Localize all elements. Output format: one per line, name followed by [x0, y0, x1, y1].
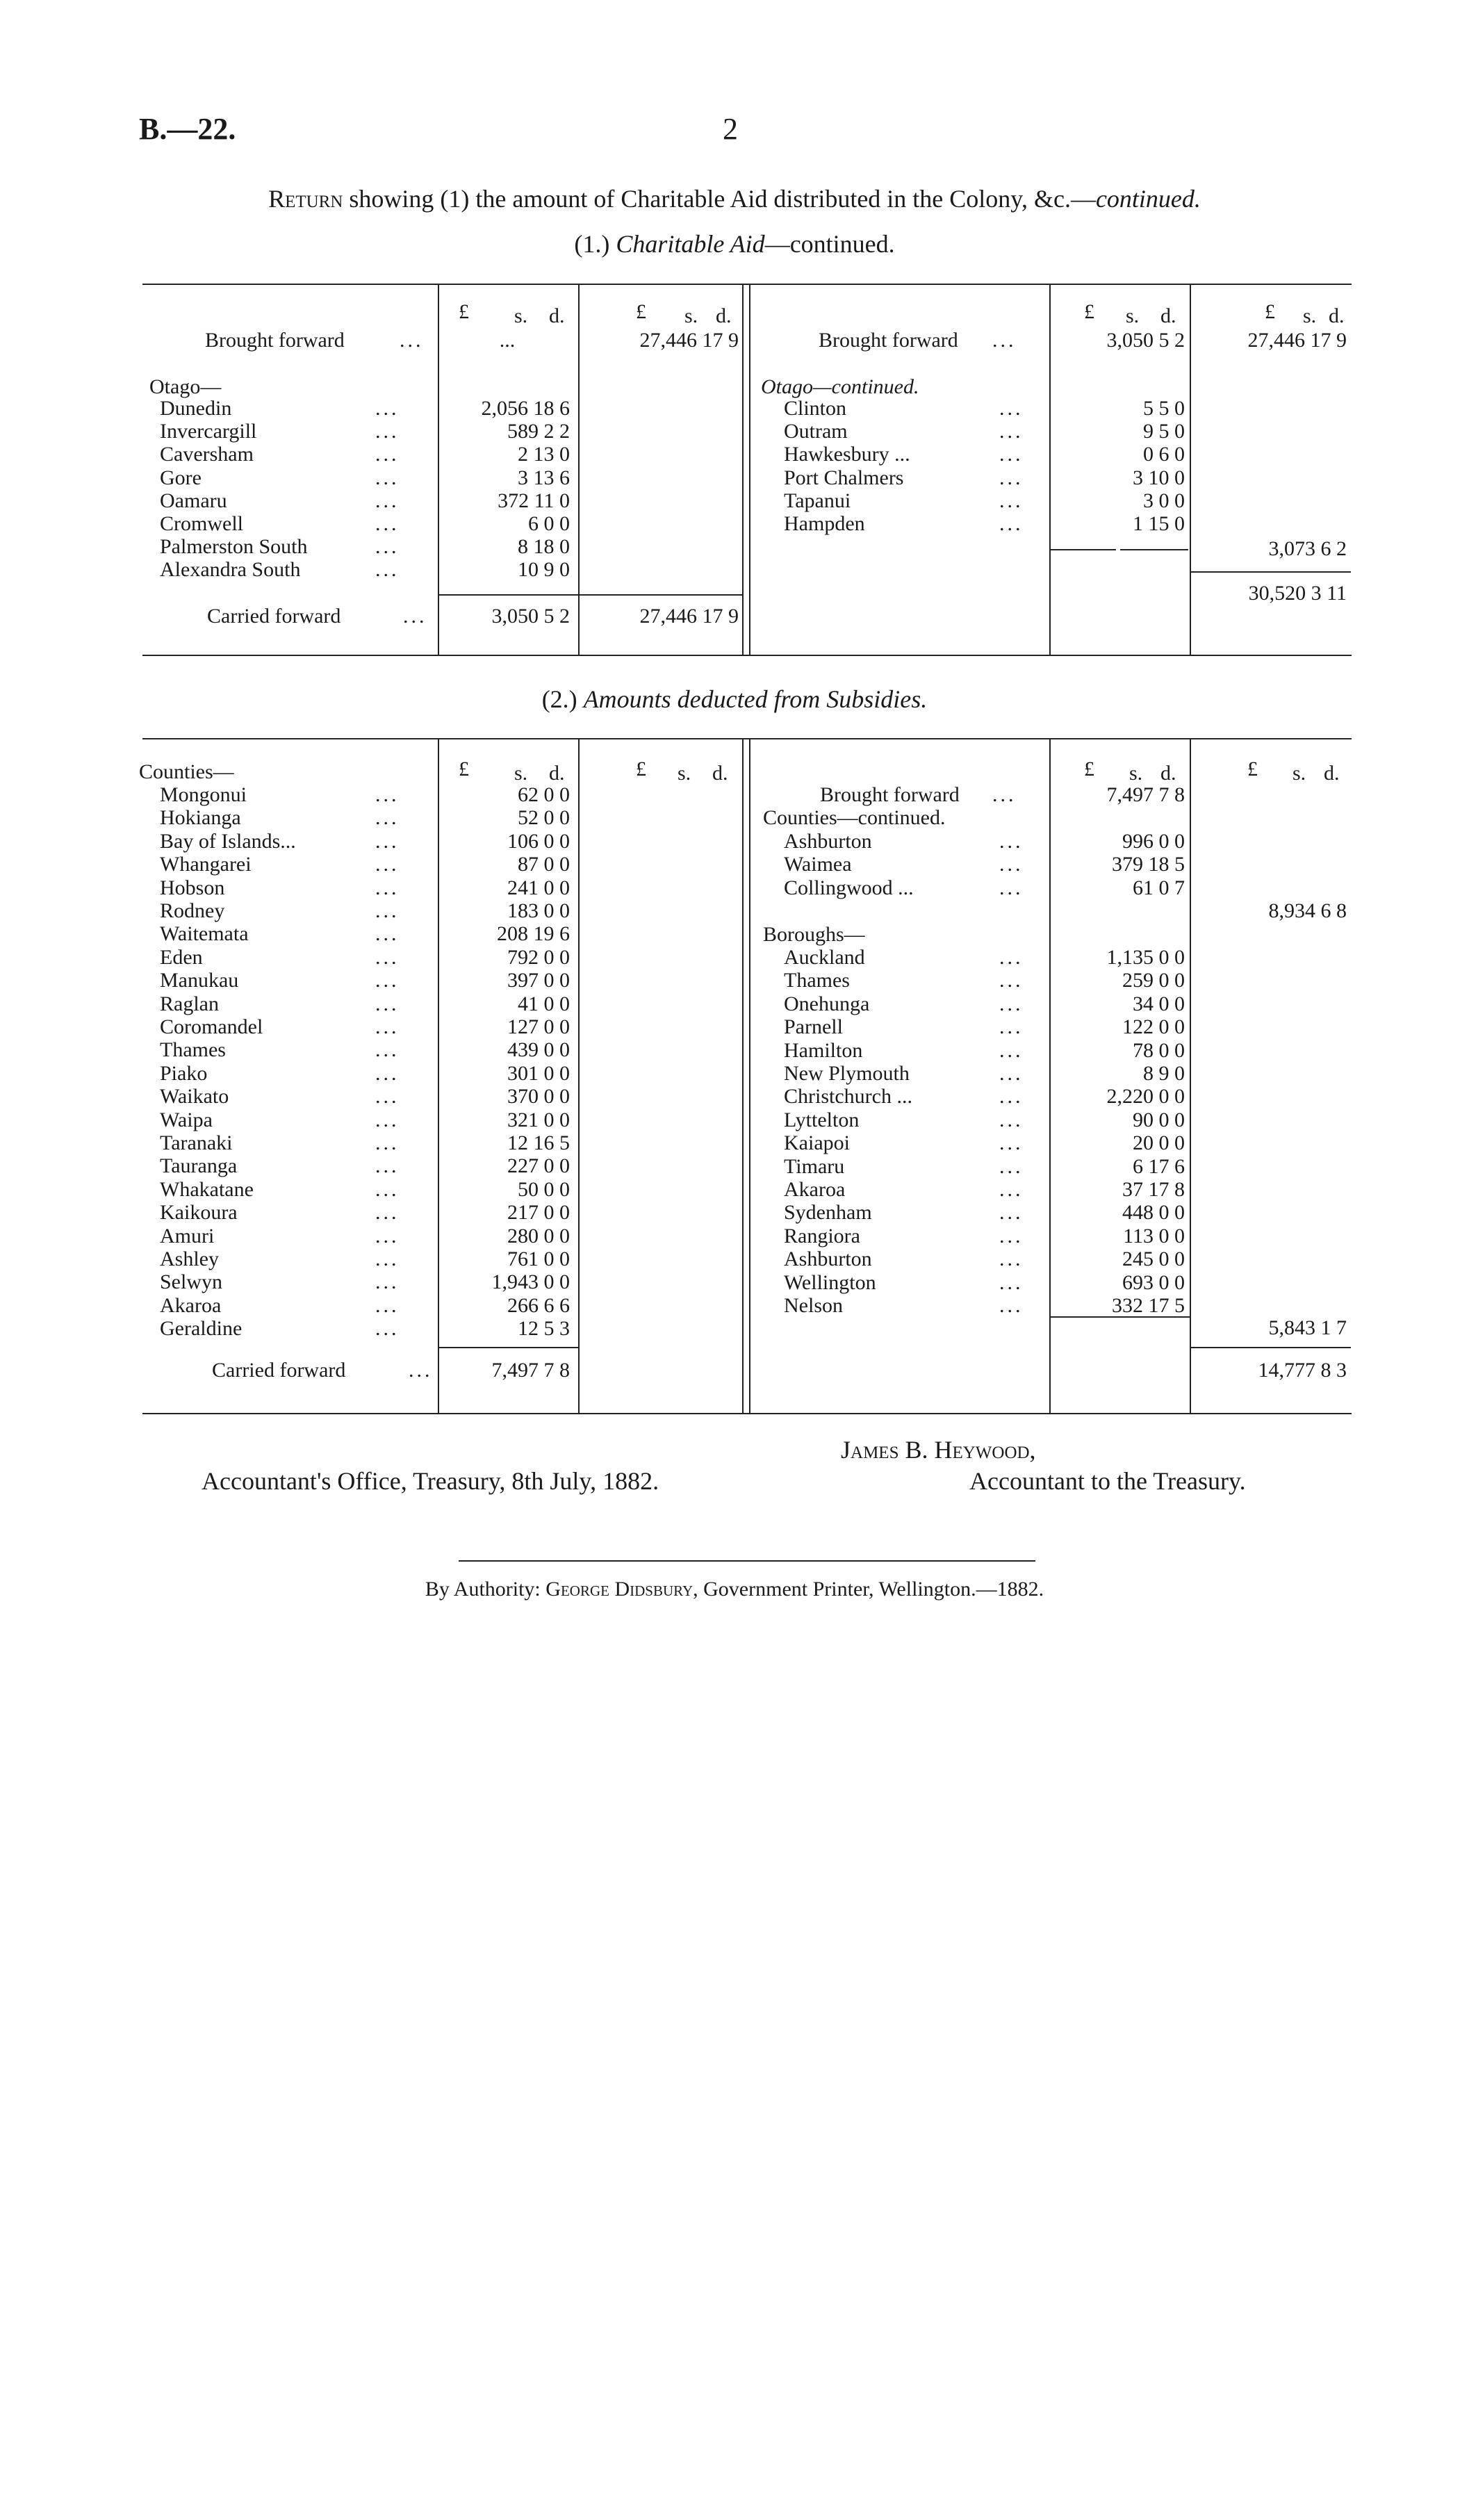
row-label: Eden — [160, 945, 203, 969]
section2-heading — [0, 685, 1469, 714]
section1-heading-italic: Charitable Aid — [616, 230, 765, 258]
row-amount: 41 0 0 — [518, 992, 570, 1015]
title-continued: continued. — [1095, 185, 1201, 213]
row-label: Akaroa — [160, 1293, 222, 1317]
group-label: Otago— — [149, 375, 222, 398]
row-label: Whakatane — [160, 1177, 254, 1201]
brought-forward-row: Brought forward ... — [205, 329, 424, 352]
row-amount: 50 0 0 — [518, 1177, 570, 1201]
document-code: B.—22. — [139, 112, 236, 146]
row-label: Gore — [160, 466, 202, 489]
row-amount: 266 6 6 — [507, 1293, 570, 1317]
col-header-shilling: s. — [678, 762, 691, 785]
row-amount: 1,135 0 0 — [1106, 946, 1185, 969]
row-label: Waimea — [784, 853, 852, 876]
row-amount: 1 15 0 — [1133, 512, 1185, 535]
row-amount: 78 0 0 — [1133, 1038, 1185, 1062]
carried-forward-row: Carried forward ... — [207, 605, 427, 628]
row-label: Waipa — [160, 1108, 213, 1131]
row-label: New Plymouth — [784, 1062, 910, 1085]
row-amount: 227 0 0 — [507, 1154, 570, 1178]
row-amount: 52 0 0 — [518, 806, 570, 830]
carried-forward-total: 27,446 17 9 — [639, 605, 739, 628]
row-label: Bay of Islands... — [160, 829, 296, 853]
row-label: Kaikoura — [160, 1201, 238, 1225]
row-amount: 397 0 0 — [507, 969, 570, 992]
brought-forward-col1: 3,050 5 2 — [1106, 329, 1185, 352]
row-amount: 3 0 0 — [1143, 489, 1185, 512]
row-amount: 8 9 0 — [1143, 1062, 1185, 1085]
row-label: Coromandel — [160, 1015, 263, 1038]
signatory-role: Accountant to the Treasury. — [969, 1467, 1246, 1495]
row-amount: 321 0 0 — [507, 1108, 570, 1131]
page-title — [0, 184, 1469, 213]
group-label: Counties—continued. — [763, 806, 946, 829]
row-amount: 20 0 0 — [1133, 1131, 1185, 1155]
row-amount: 8 18 0 — [518, 535, 570, 559]
row-amount: 61 0 7 — [1133, 876, 1185, 899]
col-header-pence: d. — [549, 304, 565, 327]
row-amount: 761 0 0 — [507, 1247, 570, 1270]
row-amount: 5 5 0 — [1143, 397, 1185, 420]
row-label: Clinton — [784, 397, 847, 420]
row-label: Raglan — [160, 992, 219, 1015]
col-header-pence: d. — [549, 762, 565, 785]
row-label: Christchurch ... — [784, 1085, 912, 1108]
col-header-pence: d. — [712, 762, 728, 785]
row-label: Dunedin — [160, 397, 232, 420]
row-amount: 2 13 0 — [518, 443, 570, 466]
col-header-shilling: s. — [1292, 762, 1306, 785]
row-amount: 280 0 0 — [507, 1224, 570, 1247]
row-label: Hamilton — [784, 1038, 863, 1062]
row-label: Ashley — [160, 1247, 219, 1270]
row-label: Hobson — [160, 876, 225, 899]
row-amount: 122 0 0 — [1122, 1015, 1185, 1039]
section2-number: (2.) — [541, 685, 584, 713]
row-amount: 439 0 0 — [507, 1038, 570, 1062]
row-amount: 217 0 0 — [507, 1201, 570, 1225]
page-number: 2 — [723, 112, 738, 146]
row-label: Thames — [160, 1038, 226, 1062]
row-amount: 90 0 0 — [1133, 1108, 1185, 1131]
row-amount: 996 0 0 — [1122, 830, 1185, 853]
row-amount: 3 13 6 — [518, 466, 570, 489]
signatory-name: James B. Heywood, — [841, 1436, 1036, 1464]
row-label: Kaiapoi — [784, 1131, 850, 1155]
col-header-pence: d. — [1160, 304, 1176, 327]
printer-imprint: By Authority: George Didsbury, Government Printer, Wellington.—1882. — [425, 1578, 1044, 1601]
group-label: Counties— — [139, 760, 234, 783]
row-amount: 2,220 0 0 — [1106, 1085, 1185, 1108]
col-header-pound: £ — [636, 758, 646, 780]
brought-forward-col1: ... — [499, 329, 516, 352]
row-label: Waikato — [160, 1085, 229, 1108]
row-amount: 693 0 0 — [1122, 1270, 1185, 1294]
row-label: Caversham — [160, 443, 254, 466]
carried-forward-col1: 3,050 5 2 — [491, 605, 570, 628]
carried-forward-col1: 7,497 7 8 — [491, 1359, 570, 1382]
row-amount: 379 18 5 — [1112, 853, 1185, 876]
row-amount: 127 0 0 — [507, 1015, 570, 1038]
row-label: Lyttelton — [784, 1108, 860, 1131]
brought-forward-row: Brought forward ... — [820, 783, 1017, 806]
row-amount: 372 11 0 — [498, 489, 570, 512]
row-amount: 208 19 6 — [497, 922, 570, 946]
row-label: Ashburton — [784, 830, 872, 853]
row-label: Nelson — [784, 1294, 843, 1317]
row-amount: 183 0 0 — [507, 899, 570, 922]
row-label: Hampden — [784, 512, 865, 535]
row-amount: 62 0 0 — [518, 783, 570, 806]
row-amount: 37 17 8 — [1122, 1178, 1185, 1201]
row-amount: 6 0 0 — [528, 512, 570, 535]
row-amount: 241 0 0 — [507, 876, 570, 899]
brought-forward-row: Brought forward ... — [819, 329, 1017, 352]
group-label: Otago—continued. — [761, 375, 919, 398]
row-label: Hawkesbury ... — [784, 443, 910, 466]
col-header-pence: d. — [1324, 762, 1340, 785]
col-header-pound: £ — [1247, 758, 1258, 780]
section2-heading-italic: Amounts deducted from Subsidies. — [583, 685, 928, 713]
row-label: Amuri — [160, 1224, 215, 1247]
carried-forward-row: Carried forward ... — [212, 1359, 433, 1382]
col-header-shilling: s. — [514, 304, 528, 327]
row-label: Timaru — [784, 1154, 845, 1178]
row-label: Hokianga — [160, 806, 241, 830]
row-label: Outram — [784, 420, 848, 443]
col-header-pound: £ — [1265, 300, 1275, 323]
row-amount: 0 6 0 — [1143, 443, 1185, 466]
col-header-pence: d. — [716, 304, 732, 327]
row-amount: 12 16 5 — [507, 1131, 570, 1154]
row-amount: 245 0 0 — [1122, 1247, 1185, 1271]
row-amount: 10 9 0 — [518, 558, 570, 582]
col-header-pound: £ — [1084, 300, 1094, 323]
row-amount: 87 0 0 — [518, 853, 570, 876]
row-amount: 34 0 0 — [1133, 992, 1185, 1015]
row-label: Thames — [784, 969, 850, 992]
row-label: Collingwood ... — [784, 876, 914, 899]
col-header-shilling: s. — [1303, 304, 1317, 327]
row-amount: 792 0 0 — [507, 945, 570, 969]
col-header-shilling: s. — [1129, 762, 1143, 785]
row-amount: 9 5 0 — [1143, 420, 1185, 443]
row-label: Onehunga — [784, 992, 870, 1015]
row-amount: 332 17 5 — [1112, 1294, 1185, 1317]
col-header-pound: £ — [1084, 758, 1094, 780]
grand-total: 30,520 3 11 — [1248, 582, 1347, 605]
row-label: Tauranga — [160, 1154, 238, 1178]
row-label: Palmerston South — [160, 535, 308, 559]
row-amount: 113 0 0 — [1123, 1224, 1185, 1247]
row-label: Rodney — [160, 899, 225, 922]
row-amount: 448 0 0 — [1122, 1201, 1185, 1225]
row-label: Alexandra South — [160, 558, 301, 582]
boroughs-total: 5,843 1 7 — [1268, 1316, 1347, 1339]
col-header-pound: £ — [459, 300, 469, 323]
subtotal: 3,073 6 2 — [1268, 537, 1347, 560]
col-header-shilling: s. — [514, 762, 528, 785]
row-amount: 2,056 18 6 — [481, 397, 570, 420]
row-label: Whangarei — [160, 853, 252, 876]
col-header-shilling: s. — [1126, 304, 1140, 327]
row-amount: 6 17 6 — [1133, 1154, 1185, 1178]
section1-number: (1.) — [574, 230, 616, 258]
row-label: Selwyn — [160, 1270, 222, 1294]
office-date-line: Accountant's Office, Treasury, 8th July, 1882. — [202, 1467, 659, 1495]
row-label: Invercargill — [160, 420, 257, 443]
grand-total: 14,777 8 3 — [1258, 1359, 1347, 1382]
row-label: Parnell — [784, 1015, 843, 1039]
row-amount: 370 0 0 — [507, 1085, 570, 1108]
col-header-shilling: s. — [684, 304, 698, 327]
row-label: Auckland — [784, 946, 865, 969]
row-label: Port Chalmers — [784, 466, 904, 489]
row-amount: 3 10 0 — [1133, 466, 1185, 489]
row-label: Wellington — [784, 1270, 876, 1294]
col-header-pence: d. — [1160, 762, 1176, 785]
row-label: Mongonui — [160, 783, 247, 806]
row-label: Manukau — [160, 969, 239, 992]
row-amount: 106 0 0 — [507, 829, 570, 853]
section1-heading-rest: —continued. — [764, 230, 895, 258]
col-header-pence: d. — [1329, 304, 1345, 327]
brought-forward-total: 27,446 17 9 — [639, 329, 739, 352]
row-label: Cromwell — [160, 512, 243, 535]
group-label: Boroughs— — [763, 923, 865, 946]
brought-forward-col1: 7,497 7 8 — [1106, 783, 1185, 806]
row-label: Sydenham — [784, 1201, 872, 1225]
row-amount: 12 5 3 — [518, 1317, 570, 1341]
row-label: Geraldine — [160, 1317, 243, 1341]
counties-total: 8,934 6 8 — [1268, 899, 1347, 922]
title-lead: Return — [268, 185, 343, 213]
row-label: Tapanui — [784, 489, 851, 512]
row-label: Rangiora — [784, 1224, 860, 1247]
row-label: Piako — [160, 1061, 208, 1085]
row-label: Ashburton — [784, 1247, 872, 1271]
section1-heading — [0, 229, 1469, 259]
row-label: Oamaru — [160, 489, 227, 512]
row-amount: 1,943 0 0 — [491, 1270, 570, 1294]
row-amount: 301 0 0 — [507, 1061, 570, 1085]
col-header-pound: £ — [459, 758, 469, 780]
row-label: Akaroa — [784, 1178, 846, 1201]
row-amount: 589 2 2 — [507, 420, 570, 443]
row-label: Taranaki — [160, 1131, 233, 1154]
brought-forward-total: 27,446 17 9 — [1247, 329, 1347, 352]
col-header-pound: £ — [636, 300, 646, 323]
title-text: showing (1) the amount of Charitable Aid distributed in the Colony, &c.— — [343, 185, 1096, 213]
row-label: Waitemata — [160, 922, 249, 946]
row-amount: 259 0 0 — [1122, 969, 1185, 992]
